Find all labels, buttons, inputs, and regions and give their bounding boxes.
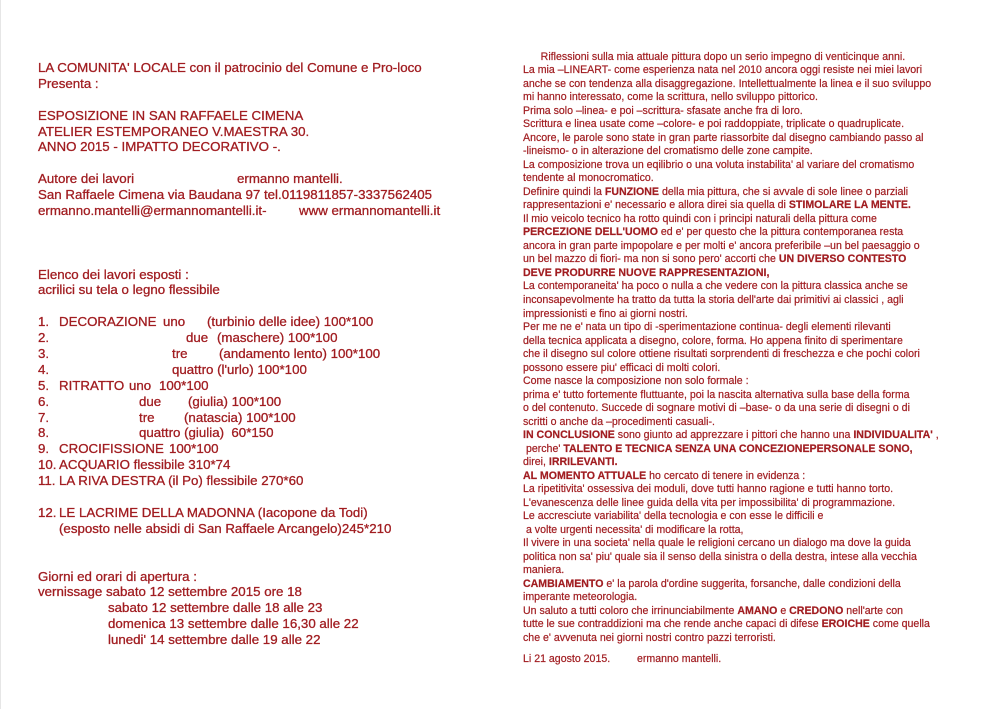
emphasis-text: AL MOMENTO ATTUALE	[523, 469, 647, 482]
work-number: 7.	[38, 409, 50, 425]
emphasis-text: STIMOLARE LA MENTE.	[788, 199, 911, 212]
reflection-line-text	[523, 470, 805, 484]
blank-line	[38, 155, 483, 171]
atelier-line: ATELIER ESTEMPORANEO V.MAESTRA 30.	[38, 123, 310, 139]
vernissage-line: vernissage sabato 12 settembre 2015 ore 18	[38, 584, 302, 600]
signature-name: ermanno mantelli.	[637, 653, 722, 666]
body-text: come quella	[869, 618, 930, 631]
reflection-line-text	[523, 429, 939, 443]
work-number: 4.	[38, 361, 50, 377]
reflection-line-text	[523, 253, 906, 267]
emphasis-text: TALENTO E TECNICA SENZA UNA CONCEZIONEPERSONALE SONO,	[563, 442, 913, 455]
work-number: 8.	[38, 425, 50, 441]
reflection-line-text: La contemporaneita' ha poco o nulla a che vedere con la pittura classica anche se	[523, 280, 908, 293]
body-text: e	[777, 604, 790, 617]
work-note-line	[38, 521, 483, 537]
reflection-line-text: -lineismo- o in alterazione del cromatismo delle zone campite.	[523, 145, 813, 158]
reflection-line	[523, 253, 986, 267]
work-title: (l'urlo) 100*100	[217, 361, 307, 377]
opening-day-text: lunedi' 14 settembre dalle 19 alle 22	[108, 632, 321, 648]
reflection-line-text: scritti o anche da –procedimenti casuali-.	[523, 415, 715, 428]
work-number: 12.	[38, 504, 57, 520]
reflection-line	[523, 551, 986, 565]
reflection-line	[523, 632, 986, 646]
body-text: ed e' per questo che la pittura contemporanea resta	[657, 226, 904, 239]
work-item	[38, 457, 483, 473]
work-number: 10.	[38, 457, 57, 473]
reflection-line-text: Il vivere in una societa' nella quale le religioni cercano un dialogo ma dove la guida	[523, 537, 911, 550]
reflection-line-text: Il mio veicolo tecnico ha rotto quindi con i principi naturali della pittura come	[523, 212, 877, 225]
reflection-line	[523, 267, 986, 281]
reflection-line-text	[523, 578, 901, 592]
reflection-line	[523, 605, 986, 619]
reflection-line-text	[523, 605, 903, 619]
reflection-line	[523, 348, 986, 362]
reflection-line	[523, 402, 986, 416]
reflection-line-text: Per me ne e' nata un tipo di -sperimentazione continua- degli elementi rilevanti	[523, 321, 891, 334]
blank-line	[38, 553, 483, 569]
contact-line	[38, 203, 483, 219]
reflection-line-text: anche se con tendenza alla disaggregazione. Intellettualmente la linea e il suo sviluppo	[523, 77, 932, 90]
reflection-line-text: maniera.	[523, 564, 565, 577]
reflection-line-text	[523, 443, 913, 457]
work-item	[38, 473, 483, 489]
reflection-line	[523, 564, 986, 578]
reflection-line	[523, 497, 986, 511]
reflection-line	[523, 172, 986, 186]
reflection-line-text: imperante meteorologia.	[523, 591, 638, 604]
reflection-line	[523, 524, 986, 538]
reflection-line-text: a volte urgenti necessita' di modificare la rotta,	[523, 523, 744, 536]
work-series: RITRATTO	[59, 377, 125, 393]
emphasis-text: INDIVIDUALITA'	[853, 429, 933, 442]
body-text: ,	[932, 429, 939, 442]
reflection-line-text: La ripetitivita' ossessiva dei moduli, dove tutti hanno ragione e tutti hanno torto.	[523, 483, 894, 496]
emphasis-text: DEVE PRODURRE NUOVE RAPPRESENTAZIONI,	[523, 266, 770, 279]
reflection-line-text: possono essere piu' efficaci di molti colori.	[523, 361, 721, 374]
reflection-line	[523, 308, 986, 322]
body-text: ho cercato di tenere in evidenza :	[646, 469, 806, 482]
reflection-line-text	[523, 267, 769, 281]
work-entry	[172, 362, 307, 378]
work-number: 11.	[38, 473, 56, 489]
reflection-line	[523, 483, 986, 497]
work-title: LA RIVA DESTRA (il Po) flessibile 270*60	[59, 473, 304, 489]
blank-line	[523, 51, 986, 65]
work-ordinal: due	[186, 330, 209, 346]
reflection-line-text: o del contenuto. Succede di sognare motivi di –base- o da una serie di disegni o di	[523, 402, 910, 415]
reflection-line-text	[523, 199, 911, 213]
work-item	[38, 425, 483, 441]
work-title: (maschere) 100*100	[217, 330, 338, 346]
blank-line	[38, 92, 483, 108]
work-number: 9.	[38, 441, 50, 457]
reflection-line-text: tendente al monocromatico.	[523, 172, 654, 185]
presents-label: Presenta :	[38, 75, 99, 91]
body-text: sono giunto ad apprezzare i pittori che hanno una	[614, 429, 854, 442]
emphasis-text: UN DIVERSO CONTESTO	[778, 253, 907, 266]
reflection-line	[523, 91, 986, 105]
reflection-line-text: Scrittura e linea usate come –colore- e poi raddoppiate, triplicate o quadruplicate.	[523, 118, 905, 131]
work-ordinal: quattro	[139, 425, 181, 441]
works-medium: acrilici su tela o legno flessibile	[38, 282, 220, 298]
reflection-line-text	[523, 456, 618, 470]
body-text: e' la parola d'ordine suggerita, forsanche, dalle condizioni della	[603, 577, 901, 590]
reflection-line-text: politica non sa' piu' quale sia il senso della sinistra o della destra, intese alla vecchia	[523, 550, 917, 563]
work-ordinal: due	[139, 393, 162, 409]
body-text: direi,	[523, 456, 549, 469]
opening-day	[38, 632, 483, 648]
opening-day	[38, 616, 483, 632]
reflection-line-text: La mia –LINEART- come esperienza nata nel 2010 ancora oggi resiste nei miei lavori	[523, 64, 923, 77]
work-number: 1.	[38, 314, 50, 330]
reflection-line-text: ancora in gran parte impopolare e per molti e' ancora preferibile –un bel paesaggio o	[523, 239, 920, 252]
work-title: (andamento lento) 100*100	[219, 346, 381, 362]
work-title: (natascia) 100*100	[184, 409, 296, 425]
reflection-line-text	[523, 226, 903, 240]
reflection-title-line	[523, 37, 986, 63]
author-line	[38, 171, 483, 187]
work-title: (giulia) 100*100	[188, 393, 282, 409]
reflection-line	[523, 199, 986, 213]
body-text: perche'	[523, 442, 564, 455]
reflection-line-text: Come nasce la composizione non solo formale :	[523, 375, 749, 388]
emphasis-text: EROICHE	[821, 618, 870, 631]
reflection-line	[523, 145, 986, 159]
reflection-line	[523, 618, 986, 632]
reflection-line	[523, 416, 986, 430]
work-item	[38, 314, 483, 330]
body-text: Definire quindi la	[523, 185, 605, 198]
reflection-line	[523, 64, 986, 78]
work-item	[38, 394, 483, 410]
opening-heading: Giorni ed orari di apertura :	[38, 568, 197, 584]
reflection-line	[523, 105, 986, 119]
opening-day-text: domenica 13 settembre dalle 16,30 alle 22	[108, 616, 359, 632]
work-item	[38, 346, 483, 362]
reflection-line-text: mi hanno interessato, come la scrittura, nello sviluppo pittorico.	[523, 91, 819, 104]
organizer-line: LA COMUNITA' LOCALE con il patrocinio del Comune e Pro-loco	[38, 60, 422, 75]
author-email: ermanno.mantelli@ermannomantelli.it-	[38, 203, 267, 219]
reflection-line	[523, 186, 986, 200]
blank-line	[38, 537, 483, 553]
emphasis-text: CREDONO	[789, 604, 844, 617]
work-number: 3.	[38, 346, 50, 362]
work-ordinal: uno	[129, 377, 152, 393]
emphasis-text: IRRILEVANTI.	[548, 456, 618, 469]
reflection-line	[523, 362, 986, 376]
exhibition-info-column	[38, 60, 483, 648]
blank-line	[38, 298, 483, 314]
reflection-line-text: inconsapevolmente ha tratto da tutta la storia dell'arte dai primitivi ai classici , agli	[523, 293, 904, 306]
reflection-column	[523, 37, 986, 667]
body-text: Un saluto a tutti coloro che irrinunciabilmente	[523, 604, 738, 617]
blank-line	[38, 489, 483, 505]
reflection-line-text: che e' avvenuta nei giorni nostri contro pazzi terroristi.	[523, 631, 776, 644]
emphasis-text: IN CONCLUSIONE	[523, 429, 615, 442]
blank-line	[38, 235, 483, 251]
reflection-line	[523, 470, 986, 484]
reflection-line	[523, 375, 986, 389]
work-item	[38, 441, 483, 457]
author-label: Autore dei lavori	[38, 171, 135, 187]
work-title: LE LACRIME DELLA MADONNA (Iacopone da Todi)	[59, 504, 368, 520]
reflection-line-text	[523, 618, 930, 632]
blank-line	[523, 645, 986, 653]
reflection-line	[523, 537, 986, 551]
work-ordinal: tre	[139, 409, 155, 425]
edition-line: ANNO 2015 - IMPATTO DECORATIVO -.	[38, 139, 281, 155]
reflection-line-text: Prima solo –linea- e poi –scrittura- sfasate anche fra di loro.	[523, 104, 803, 117]
reflection-line-text: La composizione trova un eqilibrio o una voluta instabilita' al variare del cromatismo	[523, 158, 915, 171]
work-ordinal: quattro	[172, 361, 214, 377]
reflection-line	[523, 226, 986, 240]
work-note: (esposto nelle absidi di San Raffaele Arcangelo)245*210	[59, 520, 392, 536]
work-ordinal: uno	[163, 314, 186, 330]
opening-day-text: sabato 12 settembre dalle 18 alle 23	[108, 600, 323, 616]
work-item	[38, 410, 483, 426]
reflection-line-text: Le accresciute variabilita' della tecnologia e con esse le difficili e	[523, 510, 824, 523]
reflection-body	[523, 64, 986, 645]
work-number: 2.	[38, 330, 50, 346]
work-item	[38, 505, 483, 521]
blank-line	[38, 251, 483, 267]
work-number: 6.	[38, 393, 50, 409]
reflection-line	[523, 294, 986, 308]
reflection-line	[523, 443, 986, 457]
reflection-line-text: che il disegno sul colore ottiene risultati sorprendenti di freschezza e che pochi colori	[523, 348, 920, 361]
reflection-line	[523, 159, 986, 173]
body-text: rappresentazioni e' necessario e allora direi sia quella di	[523, 199, 789, 212]
work-title: 100*100	[159, 377, 209, 393]
emphasis-text: FUNZIONE	[604, 185, 660, 198]
reflection-line	[523, 510, 986, 524]
opening-day	[38, 600, 483, 616]
reflection-line-text: L'evanescenza delle linee guida della vita per impossibilita' di programmazione.	[523, 496, 896, 509]
work-title: 100*100	[169, 441, 219, 457]
reflection-line	[523, 456, 986, 470]
work-series: CROCIFISSIONE	[59, 441, 164, 457]
body-text: tutte le sue contraddizioni ma che rende anche capaci di difese	[523, 618, 822, 631]
body-text: un bel mazzo di fiori- ma non si sono pero' accorti che	[523, 253, 779, 266]
work-item	[38, 330, 483, 346]
work-series: DECORAZIONE	[59, 314, 157, 330]
author-address: San Raffaele Cimena via Baudana 97 tel.0119811857-3337562405	[38, 187, 433, 203]
work-ordinal: tre	[172, 346, 188, 362]
reflection-line	[523, 118, 986, 132]
reflection-line-text: prima e' tutto fortemente fluttuante, poi la nascita alternativa sulla base della forma	[523, 388, 910, 401]
work-item	[38, 362, 483, 378]
signature-line	[523, 653, 986, 667]
exhibition-title: ESPOSIZIONE IN SAN RAFFAELE CIMENA	[38, 107, 304, 123]
work-title: ACQUARIO flessibile 310*74	[59, 457, 231, 473]
reflection-line	[523, 280, 986, 294]
reflection-line	[523, 429, 986, 443]
reflection-title: Riflessioni sulla mia attuale pittura dopo un serio impegno di venticinque anni.	[540, 50, 906, 63]
reflection-line	[523, 321, 986, 335]
reflection-line-text: Ancore, le parole sono state in gran parte riassorbite dal disegno cambiando passo al	[523, 131, 924, 144]
reflection-line	[523, 591, 986, 605]
author-name: ermanno mantelli.	[237, 171, 343, 187]
reflection-line	[523, 213, 986, 227]
work-title: (giulia) 60*150	[184, 425, 274, 441]
author-website: www ermannomantelli.it	[299, 203, 441, 219]
emphasis-text: PERCEZIONE DELL'UOMO	[523, 226, 658, 239]
reflection-line-text: della tecnica applicata a disegno, colore, forma. Ho appena finito di sperimentare	[523, 334, 903, 347]
reflection-line	[523, 578, 986, 592]
body-text: nell'arte con	[843, 604, 904, 617]
blank-line	[38, 219, 483, 235]
reflection-line	[523, 78, 986, 92]
reflection-line-text: impressionisti e fino ai giorni nostri.	[523, 307, 688, 320]
work-number: 5.	[38, 377, 50, 393]
reflection-line	[523, 389, 986, 403]
body-text: della mia pittura, che si avvale di sole linee o parziali	[659, 185, 909, 198]
works-heading: Elenco dei lavori esposti :	[38, 266, 189, 282]
work-entry	[139, 425, 274, 441]
emphasis-text: AMANO	[737, 604, 778, 617]
work-item	[38, 378, 483, 394]
reflection-line-text	[523, 186, 908, 200]
work-title: (turbinio delle idee) 100*100	[207, 314, 374, 330]
signature-date: Li 21 agosto 2015.	[523, 653, 611, 666]
emphasis-text: CAMBIAMENTO	[523, 577, 604, 590]
reflection-line	[523, 132, 986, 146]
reflection-line	[523, 335, 986, 349]
reflection-line	[523, 240, 986, 254]
